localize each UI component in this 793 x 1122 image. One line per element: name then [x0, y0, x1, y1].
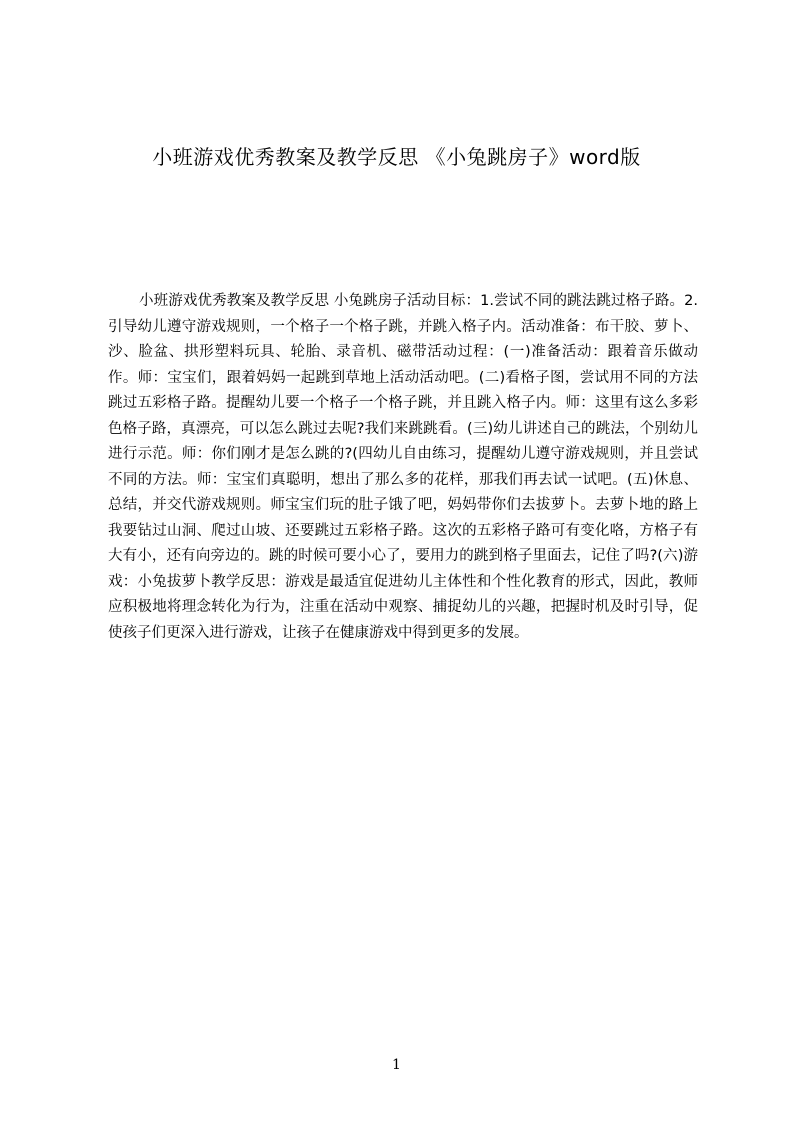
document-body-paragraph: 小班游戏优秀教案及教学反思 小兔跳房子活动目标：1.尝试不同的跳法跳过格子路。2.引导幼儿遵守游戏规则，一个格子一个格子跳，并跳入格子内。活动准备：布干胶、萝卜、沙、脸盆、拱形塑料玩具、轮胎、录音机、磁带活动过程：(一)准备活动：跟着音乐做动作。师：宝宝们，跟着妈妈一起跳到草地上活动活动吧。(二)看格子图，尝试用不同的方法跳过五彩格子路。提醒幼儿要一个格子一个格子跳，并且跳入格子内。师：这里有这么多彩色格子路，真漂亮，可以怎么跳过去呢?我们来跳跳看。(三)幼儿讲述自己的跳法，个别幼儿进行示范。师：你们刚才是怎么跳的?(四幼儿自由练习，提醒幼儿遵守游戏规则，并且尝试不同的方法。师：宝宝们真聪明，想出了那么多的花样，那我们再去试一试吧。(五)休息、总结，并交代游戏规则。师宝宝们玩的肚子饿了吧，妈妈带你们去拔萝卜。去萝卜地的路上我要钻过山洞、爬过山坡、还要跳过五彩格子路。这次的五彩格子路可有变化咯，方格子有大有小，还有向旁边的。跳的时候可要小心了，要用力的跳到格子里面去，记住了吗?(六)游戏：小兔拔萝卜教学反思：游戏是最适宜促进幼儿主体性和个性化教育的形式，因此，教师应积极地将理念转化为行为，注重在活动中观察、捕捉幼儿的兴趣，把握时机及时引导，促使孩子们更深入进行游戏，让孩子在健康游戏中得到更多的发展。 — [108, 293, 698, 641]
document-title: 小班游戏优秀教案及教学反思 《小兔跳房子》word版 — [152, 145, 641, 169]
page-number: 1 — [392, 1057, 401, 1073]
